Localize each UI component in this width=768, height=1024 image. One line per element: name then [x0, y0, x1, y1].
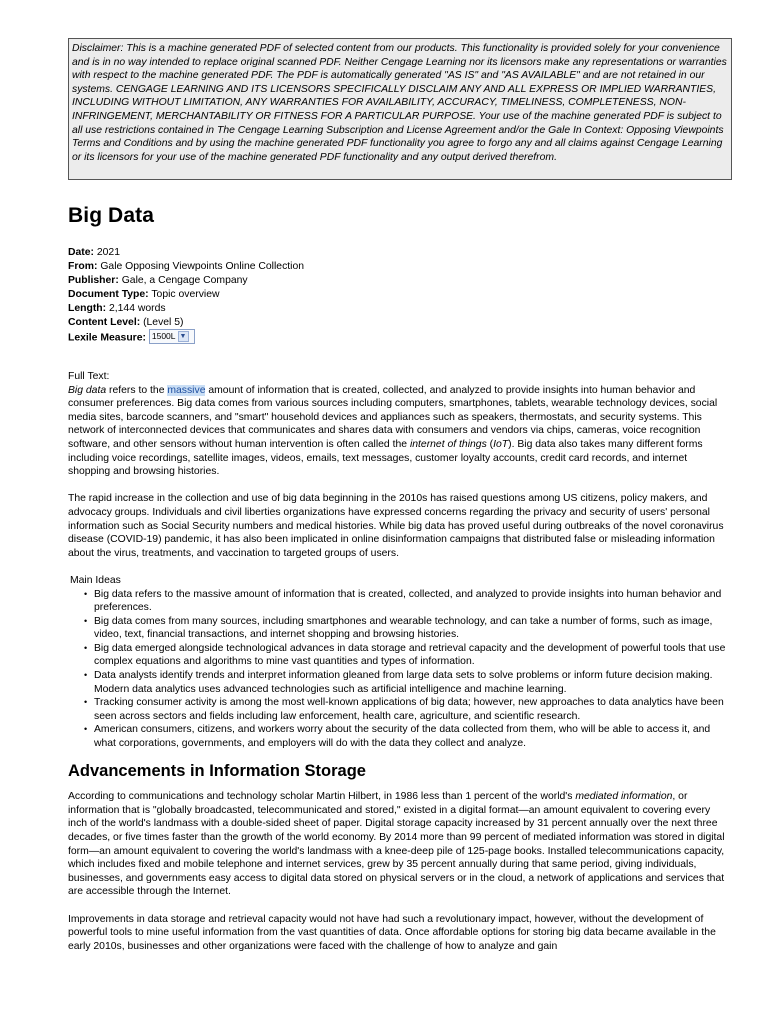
meta-date	[68, 246, 304, 260]
meta-from-value: Gale Opposing Viewpoints Online Collection	[100, 261, 305, 272]
meta-publisher-label: Publisher:	[68, 275, 119, 286]
section-heading: Advancements in Information Storage	[68, 761, 366, 780]
meta-content-level-value: (Level 5)	[143, 317, 184, 328]
meta-publisher-value: Gale, a Cengage Company	[121, 275, 248, 286]
list-item: • American consumers, citizens, and workers worry about the security of the data collected from them, who will be able to access it, and what corporations, governments, and employers will do with the data they collect and analyze.	[94, 723, 730, 750]
term-iot-abbr: IoT	[493, 438, 509, 450]
list-item: • Big data emerged alongside technological advances in data storage and retrieval capacity and the development of powerful tools that use complex equations and algorithms to mine vast quantities and types of information.	[94, 642, 730, 669]
disclaimer-box: Disclaimer: This is a machine generated PDF of selected content from our products. This functionality is provided solely for your convenience and is in no way intended to replace original scanned PDF. Neither Cengage Learning nor its licensors make any representations or warranties with respect to the machine generated PDF. The PDF is automatically generated "AS IS" and "AS AVAILABLE" and are not retained in our systems. CENGAGE LEARNING AND ITS LICENSORS SPECIFICALLY DISCLAIM ANY AND ALL EXPRESS OR IMPLIED WARRANTIES, INCLUDING WITHOUT LIMITATION, ANY WARRANTIES FOR AVAILABILITY, ACCURACY, TIMELINESS, COMPLETENESS, NON-INFRINGEMENT, MERCHANTABILITY OR FITNESS FOR A PARTICULAR PURPOSE. Your use of the machine generated PDF is subject to all use restrictions contained in The Cengage Learning Subscription and License Agreement and/or the Gale In Context: Opposing Viewpoints Terms and Conditions and by using the machine generated PDF functionality you agree to forgo any and all claims against Cengage Learning or its licensors for your use of the machine generated PDF functionality and any output derived therefrom.	[68, 38, 732, 180]
list-item: • Data analysts identify trends and interpret information gleaned from large data sets to solve problems or inform future decision making. Modern data analytics uses advanced technologies such as artificial intelligence and machine learning.	[94, 669, 730, 696]
text-run: According to communications and technology scholar Martin Hilbert, in 1986 less than 1 percent of the world's	[68, 791, 576, 803]
meta-length-value: 2,144 words	[108, 303, 166, 314]
list-item: • Big data refers to the massive amount of information that is created, collected, and analyzed to provide insights into human behavior and preferences.	[94, 588, 730, 615]
term-mediated-information: mediated information	[575, 791, 673, 803]
meta-content-level-label: Content Level:	[68, 317, 141, 328]
meta-lexile	[68, 330, 304, 345]
highlighted-word: massive	[167, 384, 206, 396]
term-iot: internet of things	[409, 438, 487, 450]
text-run: amount of information that is created, collected, and analyzed to provide insights into human behavior and consumer preferences. Big data comes from various sources including computers, smartphones, tablets, wearable technology devices, social media sites, barcode scanners, and "smart" household devices and appliances such as speakers, thermostats, and security systems. This network of interconnected devices that communicates and shares data with consumers and vendors via chips, cameras, voice recognition software, and other sensors without human intervention is often called the	[68, 384, 718, 450]
paragraph-4: Improvements in data storage and retrieval capacity would not have had such a revolutionary impact, however, without the development of powerful tools to mine useful information from the vast quantities of data. Once affordable options for storing big data became available in the early 2010s, businesses and other organizations were faced with the challenge of how to analyze and gain	[68, 913, 716, 952]
list-item: • Tracking consumer activity is among the most well-known applications of big data; however, new approaches to data analytics have been seen across sectors and fields including law enforcement, health care, agriculture, and scientific research.	[94, 696, 730, 723]
meta-from	[68, 260, 304, 274]
meta-doctype-label: Document Type:	[68, 289, 149, 300]
paragraph-3	[68, 790, 730, 899]
full-text-label: Full Text:	[68, 371, 110, 382]
meta-doctype	[68, 288, 304, 302]
main-ideas-list	[68, 588, 730, 751]
meta-date-value: 2021	[96, 247, 120, 258]
term-big-data: Big data	[68, 384, 107, 396]
paragraph-2: The rapid increase in the collection and use of big data beginning in the 2010s has raised questions among US citizens, policy makers, and advocacy groups. Individuals and civil liberties organizations have expressed concerns regarding the privacy and security of users' personal information such as Social Security numbers and medical histories. While big data has proved useful during outbreaks of the novel coronavirus disease (COVID-19) pandemic, it has also been implicated in online disinformation campaigns that distributed false or misleading information about the virus, treatments, and vaccination to targeted groups of users.	[68, 493, 724, 559]
meta-length	[68, 302, 304, 316]
chevron-down-icon: ▼	[178, 331, 189, 342]
text-run: ). Big data also takes many different forms including voice recordings, satellite images, videos, emails, text messages, customer loyalty accounts, credit card records, and internet shopping and browsing histories.	[68, 438, 703, 478]
meta-length-label: Length:	[68, 303, 107, 314]
meta-content-level	[68, 316, 304, 330]
text-run: refers to the	[106, 384, 168, 396]
meta-from-label: From:	[68, 261, 98, 272]
lexile-select-value: 1500L	[151, 331, 176, 341]
meta-publisher	[68, 274, 304, 288]
document-title: Big Data	[68, 204, 154, 227]
lexile-select[interactable]	[149, 329, 195, 344]
meta-lexile-label: Lexile Measure:	[68, 332, 146, 344]
main-ideas-heading: Main Ideas	[70, 574, 121, 586]
article-body	[68, 370, 730, 967]
list-item: • Big data comes from many sources, including smartphones and wearable technology, and can take a number of forms, such as image, video, text, financial transactions, and internet shopping and browsing histories.	[94, 615, 730, 642]
paragraph-intro	[68, 384, 730, 479]
meta-date-label: Date:	[68, 247, 94, 258]
meta-doctype-value: Topic overview	[151, 289, 220, 300]
text-run: , or information that is "globally broadcasted, telecommunicated and stored," existed in a digital format—an amount equivalent to covering every inch of the world's landmass with a double-sided sheet of paper. Digital storage capacity increased by 31 percent annually over the next three decades, or five times faster than the growth of the world economy. By 2014 more than 99 percent of mediated information was stored in digital form—an amount equivalent to covering the world's landmass with a knee-deep pile of 125-page books. Installed telecommunications capacity, which includes fixed and mobile telephone and internet services, grew by 35 percent annually during that same period, giving individuals, businesses, and governments easy access to digital data stored on physical servers or in the cloud, a network of applications and services that are accessible through the Internet.	[68, 791, 725, 898]
document-metadata	[68, 246, 304, 345]
text-run: (	[486, 438, 494, 450]
